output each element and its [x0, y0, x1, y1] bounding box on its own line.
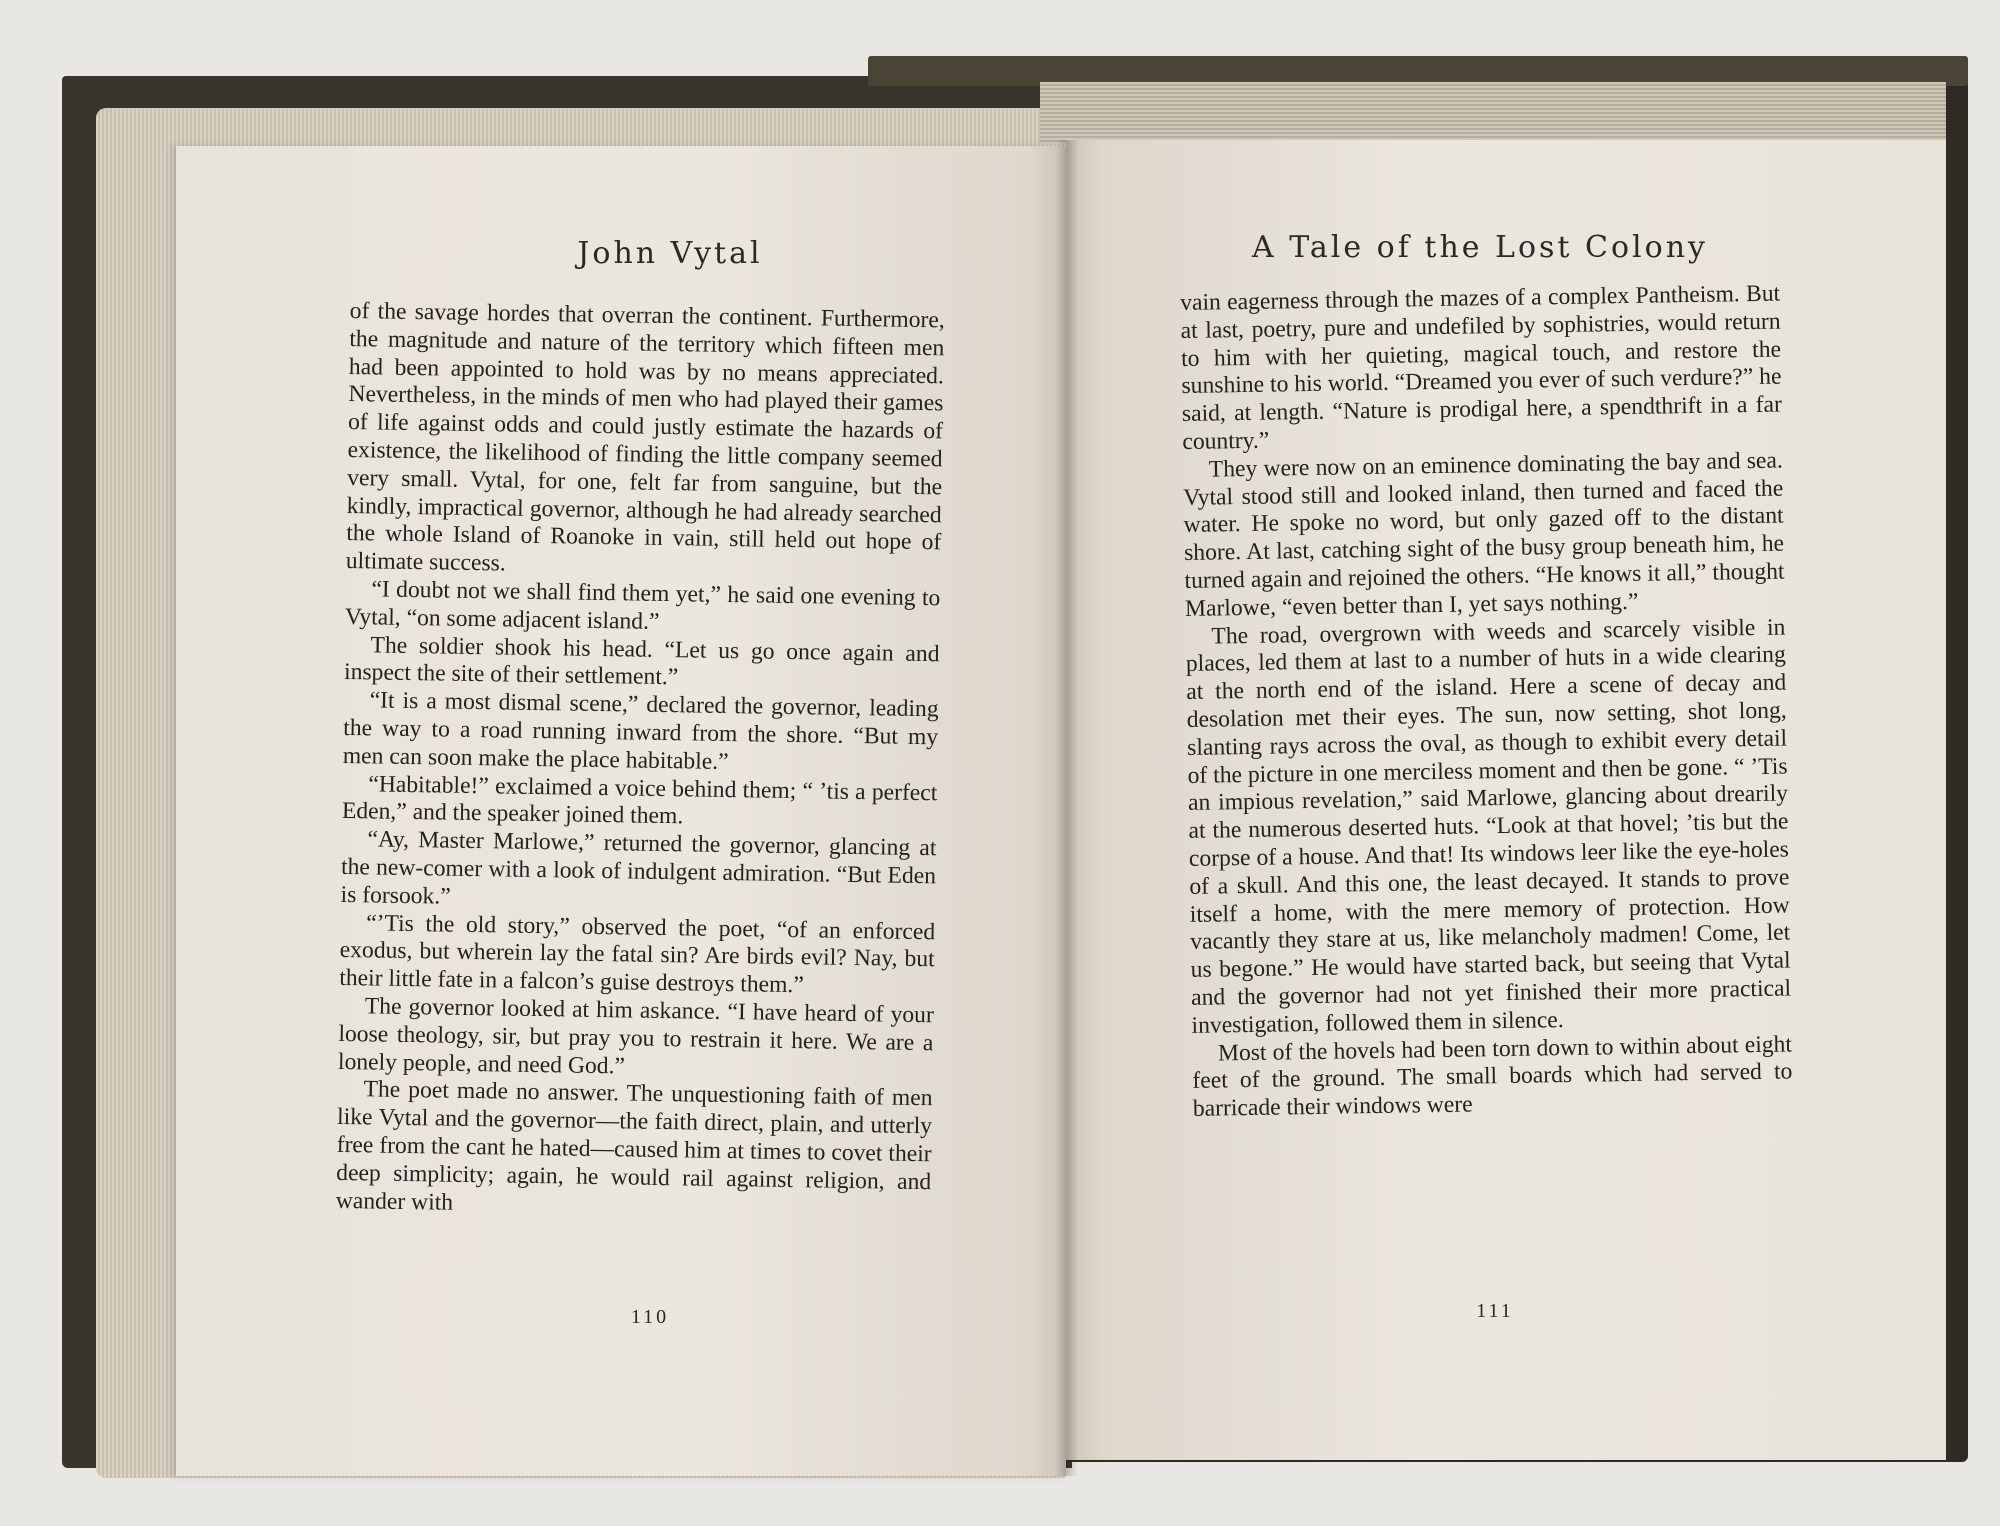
right-page-number: 111: [1476, 1300, 1514, 1322]
page-edges-right: [1040, 82, 1946, 144]
left-paragraph: of the savage hordes that overran the continent. Furthermore, the magnitude and nature of the territory which fifteen men had been appointed to hold was by no means appreciated. Nevertheless, in the minds of men who had played their games of life against odds and could justly estimate the hazards of existence, the likelihood of finding the little company seemed very small. Vytal, for one, felt far from sanguine, but the kindly, impractical governor, although he had already searched the whole Island of Roanoke in vain, still held out hope of ultimate success.: [345, 298, 945, 577]
left-paragraph: “Ay, Master Marlowe,” returned the governor, glancing at the new-comer with a look of indulgent admiration. “But Eden is forsook.”: [340, 826, 937, 910]
left-paragraph: “’Tis the old story,” observed the poet, “of an enforced exodus, but wherein lay the fatal sin? Are birds evil? Nay, but their little fate in a falcon’s guise destroys them.”: [339, 909, 936, 999]
left-paragraph: “I doubt not we shall find them yet,” he said one evening to Vytal, “on some adjacent island.”: [344, 576, 941, 635]
right-paragraph: The road, overgrown with weeds and scarcely visible in places, led them at last to a number of huts in a wide clearing at the north end of the island. Here a scene of decay and desolation met their eyes. The sun, now setting, shot long, slanting rays across the oval, as though to exhibit every detail of the picture in one merciless moment and then be gone. “ ’Tis an impious revelation,” said Marlowe, glancing about drearily at the numerous deserted huts. “Look at that hovel; ’tis but the corpse of a house. And that! Its windows leer like the eye-holes of a skull. And this one, the least decayed. It stands to prove itself a home, with the mere memory of protection. How vacantly they stare at us, like melancholy madmen! Come, let us begone.” He would have started back, but seeing that Vytal and the governor had not yet finished their more practical investigation, followed them in silence.: [1185, 614, 1792, 1039]
left-page-number: 110: [630, 1306, 670, 1328]
right-running-head: A Tale of the Lost Colony: [1252, 230, 1708, 265]
left-paragraph: The poet made no answer. The unquestioning faith of men like Vytal and the governor—the faith direct, plain, and utterly free from the cant he hated—caused him at times to covet their deep simplicity; again, he would rail against religion, and wander with: [335, 1076, 933, 1216]
left-paragraph: “It is a most dismal scene,” declared the governor, leading the way to a road running inward from the shore. “But my men can soon make the place habitable.”: [342, 687, 939, 775]
left-paragraph: The governor looked at him askance. “I have heard of your loose theology, sir, but pray you to restrain it here. We are a lonely people, and need God.”: [337, 993, 935, 1079]
left-page-text: [336, 298, 945, 1225]
right-paragraph: vain eagerness through the mazes of a complex Pantheism. But at last, poetry, pure and undefiled by sophistries, would return to him with her quieting, magical touch, and restore the sunshine to his world. “Dreamed you ever of such verdure?” he said, at length. “Nature is prodigal here, a spendthrift in a far country.”: [1180, 280, 1783, 455]
left-paragraph: “Habitable!” exclaimed a voice behind them; “ ’tis a perfect Eden,” and the speaker joined them.: [341, 770, 938, 830]
left-paragraph: The soldier shook his head. “Let us go once again and inspect the site of their settlement.”: [343, 631, 940, 691]
left-running-head: John Vytal: [577, 236, 763, 271]
right-paragraph: Most of the hovels had been torn down to within about eight feet of the ground. The small boards which had served to barricade their windows were: [1192, 1030, 1793, 1123]
right-page-text: [1180, 281, 1793, 1124]
right-paragraph: They were now on an eminence dominating the bay and sea. Vytal stood still and looked inland, then turned and faced the water. He spoke no word, but only gazed off to the distant shore. At last, catching sight of the busy group beneath him, he turned again and rejoined the others. “He knows it all,” thought Marlowe, “even better than I, yet says nothing.”: [1183, 447, 1785, 622]
book-gutter: [1056, 140, 1078, 1476]
